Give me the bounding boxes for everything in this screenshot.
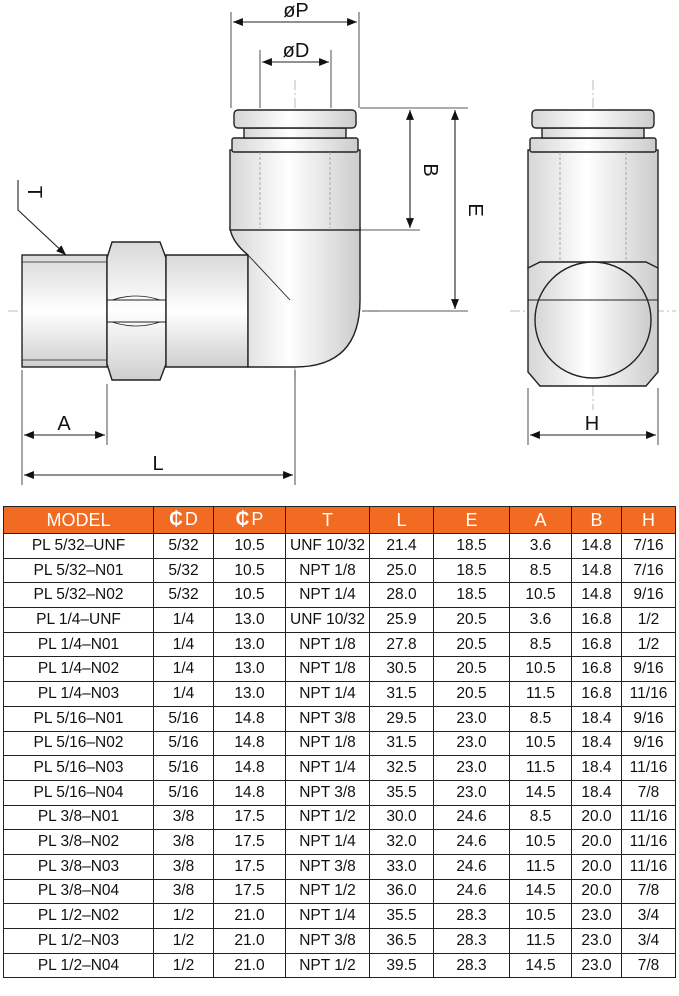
label-l: L — [152, 453, 164, 475]
table-cell: 10.5 — [214, 534, 286, 559]
table-cell: PL 5/16–N01 — [4, 706, 154, 731]
vertical-tube — [230, 150, 360, 230]
table-cell: 13.0 — [214, 632, 286, 657]
table-cell: 20.5 — [434, 657, 510, 682]
table-cell: 16.8 — [572, 632, 622, 657]
table-cell: 36.5 — [370, 929, 434, 954]
table-cell: 11/16 — [622, 805, 676, 830]
table-row — [4, 830, 676, 855]
table-cell: 35.5 — [370, 780, 434, 805]
table-cell: 13.0 — [214, 682, 286, 707]
table-cell: 21.4 — [370, 534, 434, 559]
table-cell: 10.5 — [510, 657, 572, 682]
table-cell: 3/4 — [622, 929, 676, 954]
spec-table — [3, 506, 676, 978]
table-cell: 1/2 — [622, 608, 676, 633]
table-cell: 33.0 — [370, 854, 434, 879]
table-cell: 10.5 — [510, 731, 572, 756]
table-cell: 7/8 — [622, 780, 676, 805]
col-header-l: L — [370, 507, 434, 534]
col-header-h: H — [622, 507, 676, 534]
elbow-front-view — [528, 110, 658, 386]
table-cell: 28.3 — [434, 929, 510, 954]
table-cell: 23.0 — [572, 929, 622, 954]
table-cell: 35.5 — [370, 904, 434, 929]
table-cell: 1/2 — [622, 632, 676, 657]
table-cell: PL 3/8–N01 — [4, 805, 154, 830]
table-cell: 3/8 — [154, 854, 214, 879]
table-cell: 1/4 — [154, 682, 214, 707]
table-cell: 10.5 — [510, 904, 572, 929]
table-row — [4, 780, 676, 805]
table-row — [4, 657, 676, 682]
table-cell: 27.8 — [370, 632, 434, 657]
table-cell: 17.5 — [214, 830, 286, 855]
table-cell: 9/16 — [622, 657, 676, 682]
table-cell: 24.6 — [434, 830, 510, 855]
table-cell: 8.5 — [510, 558, 572, 583]
table-cell: 1/2 — [154, 953, 214, 978]
table-cell: 13.0 — [214, 657, 286, 682]
table-cell: 7/16 — [622, 558, 676, 583]
table-cell: 23.0 — [434, 706, 510, 731]
elbow-side-view — [22, 110, 360, 380]
label-p: øP — [283, 0, 309, 22]
table-row — [4, 706, 676, 731]
table-cell: 5/16 — [154, 706, 214, 731]
table-cell: 8.5 — [510, 805, 572, 830]
table-cell: 16.8 — [572, 682, 622, 707]
table-cell: PL 1/2–N03 — [4, 929, 154, 954]
table-cell: 5/16 — [154, 756, 214, 781]
table-cell: 5/16 — [154, 731, 214, 756]
table-row — [4, 583, 676, 608]
table-cell: PL 5/16–N03 — [4, 756, 154, 781]
table-cell: 14.8 — [214, 780, 286, 805]
table-cell: 18.4 — [572, 780, 622, 805]
table-cell: 24.6 — [434, 879, 510, 904]
table-cell: 21.0 — [214, 929, 286, 954]
table-row — [4, 929, 676, 954]
table-cell: PL 3/8–N04 — [4, 879, 154, 904]
table-row — [4, 854, 676, 879]
table-cell: 11/16 — [622, 854, 676, 879]
table-cell: NPT 1/8 — [286, 731, 370, 756]
table-cell: 14.5 — [510, 953, 572, 978]
table-cell: 30.0 — [370, 805, 434, 830]
table-cell: NPT 1/2 — [286, 805, 370, 830]
table-cell: 21.0 — [214, 953, 286, 978]
table-cell: NPT 1/2 — [286, 953, 370, 978]
table-cell: 23.0 — [572, 904, 622, 929]
table-cell: 36.0 — [370, 879, 434, 904]
table-cell: 24.6 — [434, 805, 510, 830]
table-cell: 20.0 — [572, 854, 622, 879]
table-row — [4, 682, 676, 707]
table-cell: 32.0 — [370, 830, 434, 855]
label-d: øD — [282, 40, 310, 62]
table-cell: NPT 1/4 — [286, 682, 370, 707]
table-cell: 14.8 — [214, 731, 286, 756]
table-cell: 25.9 — [370, 608, 434, 633]
table-cell: 18.5 — [434, 558, 510, 583]
collet-ring — [232, 138, 358, 152]
label-a: A — [57, 413, 71, 435]
table-row — [4, 756, 676, 781]
table-cell: 9/16 — [622, 731, 676, 756]
table-cell: 5/32 — [154, 534, 214, 559]
table-cell: 28.0 — [370, 583, 434, 608]
table-cell: 18.4 — [572, 756, 622, 781]
table-row — [4, 953, 676, 978]
table-cell: 3/8 — [154, 879, 214, 904]
table-cell: 11.5 — [510, 756, 572, 781]
table-cell: 8.5 — [510, 632, 572, 657]
table-cell: 11.5 — [510, 929, 572, 954]
table-cell: 1/4 — [154, 657, 214, 682]
table-row — [4, 534, 676, 559]
col-header-d: ₵ D — [154, 507, 214, 534]
table-cell: 7/8 — [622, 879, 676, 904]
table-cell: 20.0 — [572, 805, 622, 830]
table-cell: 3/8 — [154, 830, 214, 855]
table-cell: 39.5 — [370, 953, 434, 978]
table-cell: 14.8 — [214, 756, 286, 781]
table-cell: 7/8 — [622, 953, 676, 978]
table-cell: 21.0 — [214, 904, 286, 929]
table-cell: UNF 10/32 — [286, 534, 370, 559]
release-button — [234, 110, 356, 128]
table-cell: 14.8 — [214, 706, 286, 731]
table-cell: NPT 1/8 — [286, 632, 370, 657]
table-cell: NPT 1/2 — [286, 879, 370, 904]
table-cell: 11.5 — [510, 682, 572, 707]
table-cell: 14.8 — [572, 583, 622, 608]
col-header-p: ₵ P — [214, 507, 286, 534]
table-row — [4, 904, 676, 929]
table-cell: 8.5 — [510, 706, 572, 731]
table-cell: 9/16 — [622, 706, 676, 731]
col-header-b: B — [572, 507, 622, 534]
table-cell: NPT 1/4 — [286, 830, 370, 855]
table-cell: 28.3 — [434, 953, 510, 978]
col-header-a: A — [510, 507, 572, 534]
table-cell: 7/16 — [622, 534, 676, 559]
table-cell: 23.0 — [434, 780, 510, 805]
table-cell: 3.6 — [510, 608, 572, 633]
table-cell: 1/4 — [154, 608, 214, 633]
table-cell: PL 1/4–N01 — [4, 632, 154, 657]
table-cell: 11/16 — [622, 682, 676, 707]
table-cell: 28.3 — [434, 904, 510, 929]
elbow-curve — [230, 228, 360, 367]
table-cell: PL 1/2–N02 — [4, 904, 154, 929]
col-header-e: E — [434, 507, 510, 534]
table-cell: 31.5 — [370, 731, 434, 756]
table-cell: PL 5/32–UNF — [4, 534, 154, 559]
table-cell: 1/4 — [154, 632, 214, 657]
table-cell: 20.5 — [434, 632, 510, 657]
table-cell: NPT 1/4 — [286, 583, 370, 608]
table-cell: 10.5 — [510, 583, 572, 608]
col-header-model: MODEL — [4, 507, 154, 534]
col-header-t: T — [286, 507, 370, 534]
table-cell: 10.5 — [214, 583, 286, 608]
table-cell: UNF 10/32 — [286, 608, 370, 633]
table-cell: 25.0 — [370, 558, 434, 583]
table-cell: 18.5 — [434, 583, 510, 608]
table-cell: NPT 3/8 — [286, 854, 370, 879]
table-cell: NPT 1/4 — [286, 756, 370, 781]
table-body — [4, 534, 676, 978]
table-cell: NPT 1/4 — [286, 904, 370, 929]
table-cell: 16.8 — [572, 608, 622, 633]
table-cell: 3/8 — [154, 805, 214, 830]
table-cell: 5/16 — [154, 780, 214, 805]
table-cell: 13.0 — [214, 608, 286, 633]
table-cell: PL 5/16–N02 — [4, 731, 154, 756]
diameter-symbol: ₵ — [235, 509, 250, 530]
table-cell: 20.0 — [572, 830, 622, 855]
table-cell: 1/2 — [154, 929, 214, 954]
table-row — [4, 632, 676, 657]
table-cell: NPT 3/8 — [286, 780, 370, 805]
table-cell: 20.5 — [434, 682, 510, 707]
table-cell: 29.5 — [370, 706, 434, 731]
label-b: B — [419, 163, 441, 177]
table-row — [4, 879, 676, 904]
table-cell: NPT 1/8 — [286, 558, 370, 583]
table-cell: 23.0 — [572, 953, 622, 978]
table-cell: 5/32 — [154, 583, 214, 608]
table-header-row — [4, 507, 676, 534]
label-t: T — [23, 185, 45, 199]
table-cell: PL 5/16–N04 — [4, 780, 154, 805]
elbow-body-horizontal — [166, 255, 248, 367]
front-port — [535, 262, 651, 378]
table-cell: NPT 3/8 — [286, 929, 370, 954]
front-tube — [528, 150, 658, 268]
table-cell: 10.5 — [214, 558, 286, 583]
label-h: H — [584, 413, 600, 435]
table-cell: 20.5 — [434, 608, 510, 633]
table-cell: 10.5 — [510, 830, 572, 855]
table-cell: 3.6 — [510, 534, 572, 559]
table-cell: 32.5 — [370, 756, 434, 781]
table-cell: 24.6 — [434, 854, 510, 879]
table-row — [4, 558, 676, 583]
table-cell: 31.5 — [370, 682, 434, 707]
table-cell: 11/16 — [622, 830, 676, 855]
table-cell: 11.5 — [510, 854, 572, 879]
threaded-end — [22, 255, 107, 367]
table-cell: 17.5 — [214, 805, 286, 830]
table-cell: PL 3/8–N02 — [4, 830, 154, 855]
table-row — [4, 731, 676, 756]
table-cell: 9/16 — [622, 583, 676, 608]
table-cell: 3/4 — [622, 904, 676, 929]
table-cell: 23.0 — [434, 756, 510, 781]
table-cell: 18.4 — [572, 731, 622, 756]
table-cell: PL 1/4–N03 — [4, 682, 154, 707]
table-row — [4, 805, 676, 830]
table-cell: 17.5 — [214, 854, 286, 879]
table-cell: 14.5 — [510, 780, 572, 805]
table-cell: 30.5 — [370, 657, 434, 682]
table-cell: 23.0 — [434, 731, 510, 756]
table-cell: PL 5/32–N01 — [4, 558, 154, 583]
hex-nut — [107, 242, 166, 380]
table-cell: 18.4 — [572, 706, 622, 731]
diameter-symbol: ₵ — [169, 509, 183, 530]
table-cell: 14.8 — [572, 558, 622, 583]
table-cell: PL 1/4–UNF — [4, 608, 154, 633]
table-cell: 1/2 — [154, 904, 214, 929]
table-cell: NPT 1/8 — [286, 657, 370, 682]
table-cell: 18.5 — [434, 534, 510, 559]
table-cell: 14.8 — [572, 534, 622, 559]
table-cell: 17.5 — [214, 879, 286, 904]
table-cell: PL 1/4–N02 — [4, 657, 154, 682]
table-row — [4, 608, 676, 633]
table-cell: NPT 3/8 — [286, 706, 370, 731]
table-cell: PL 1/2–N04 — [4, 953, 154, 978]
label-e: E — [464, 203, 486, 217]
table-cell: 14.5 — [510, 879, 572, 904]
table-cell: 20.0 — [572, 879, 622, 904]
table-cell: PL 3/8–N03 — [4, 854, 154, 879]
table-cell: 16.8 — [572, 657, 622, 682]
table-cell: PL 5/32–N02 — [4, 583, 154, 608]
table-cell: 11/16 — [622, 756, 676, 781]
table-cell: 5/32 — [154, 558, 214, 583]
